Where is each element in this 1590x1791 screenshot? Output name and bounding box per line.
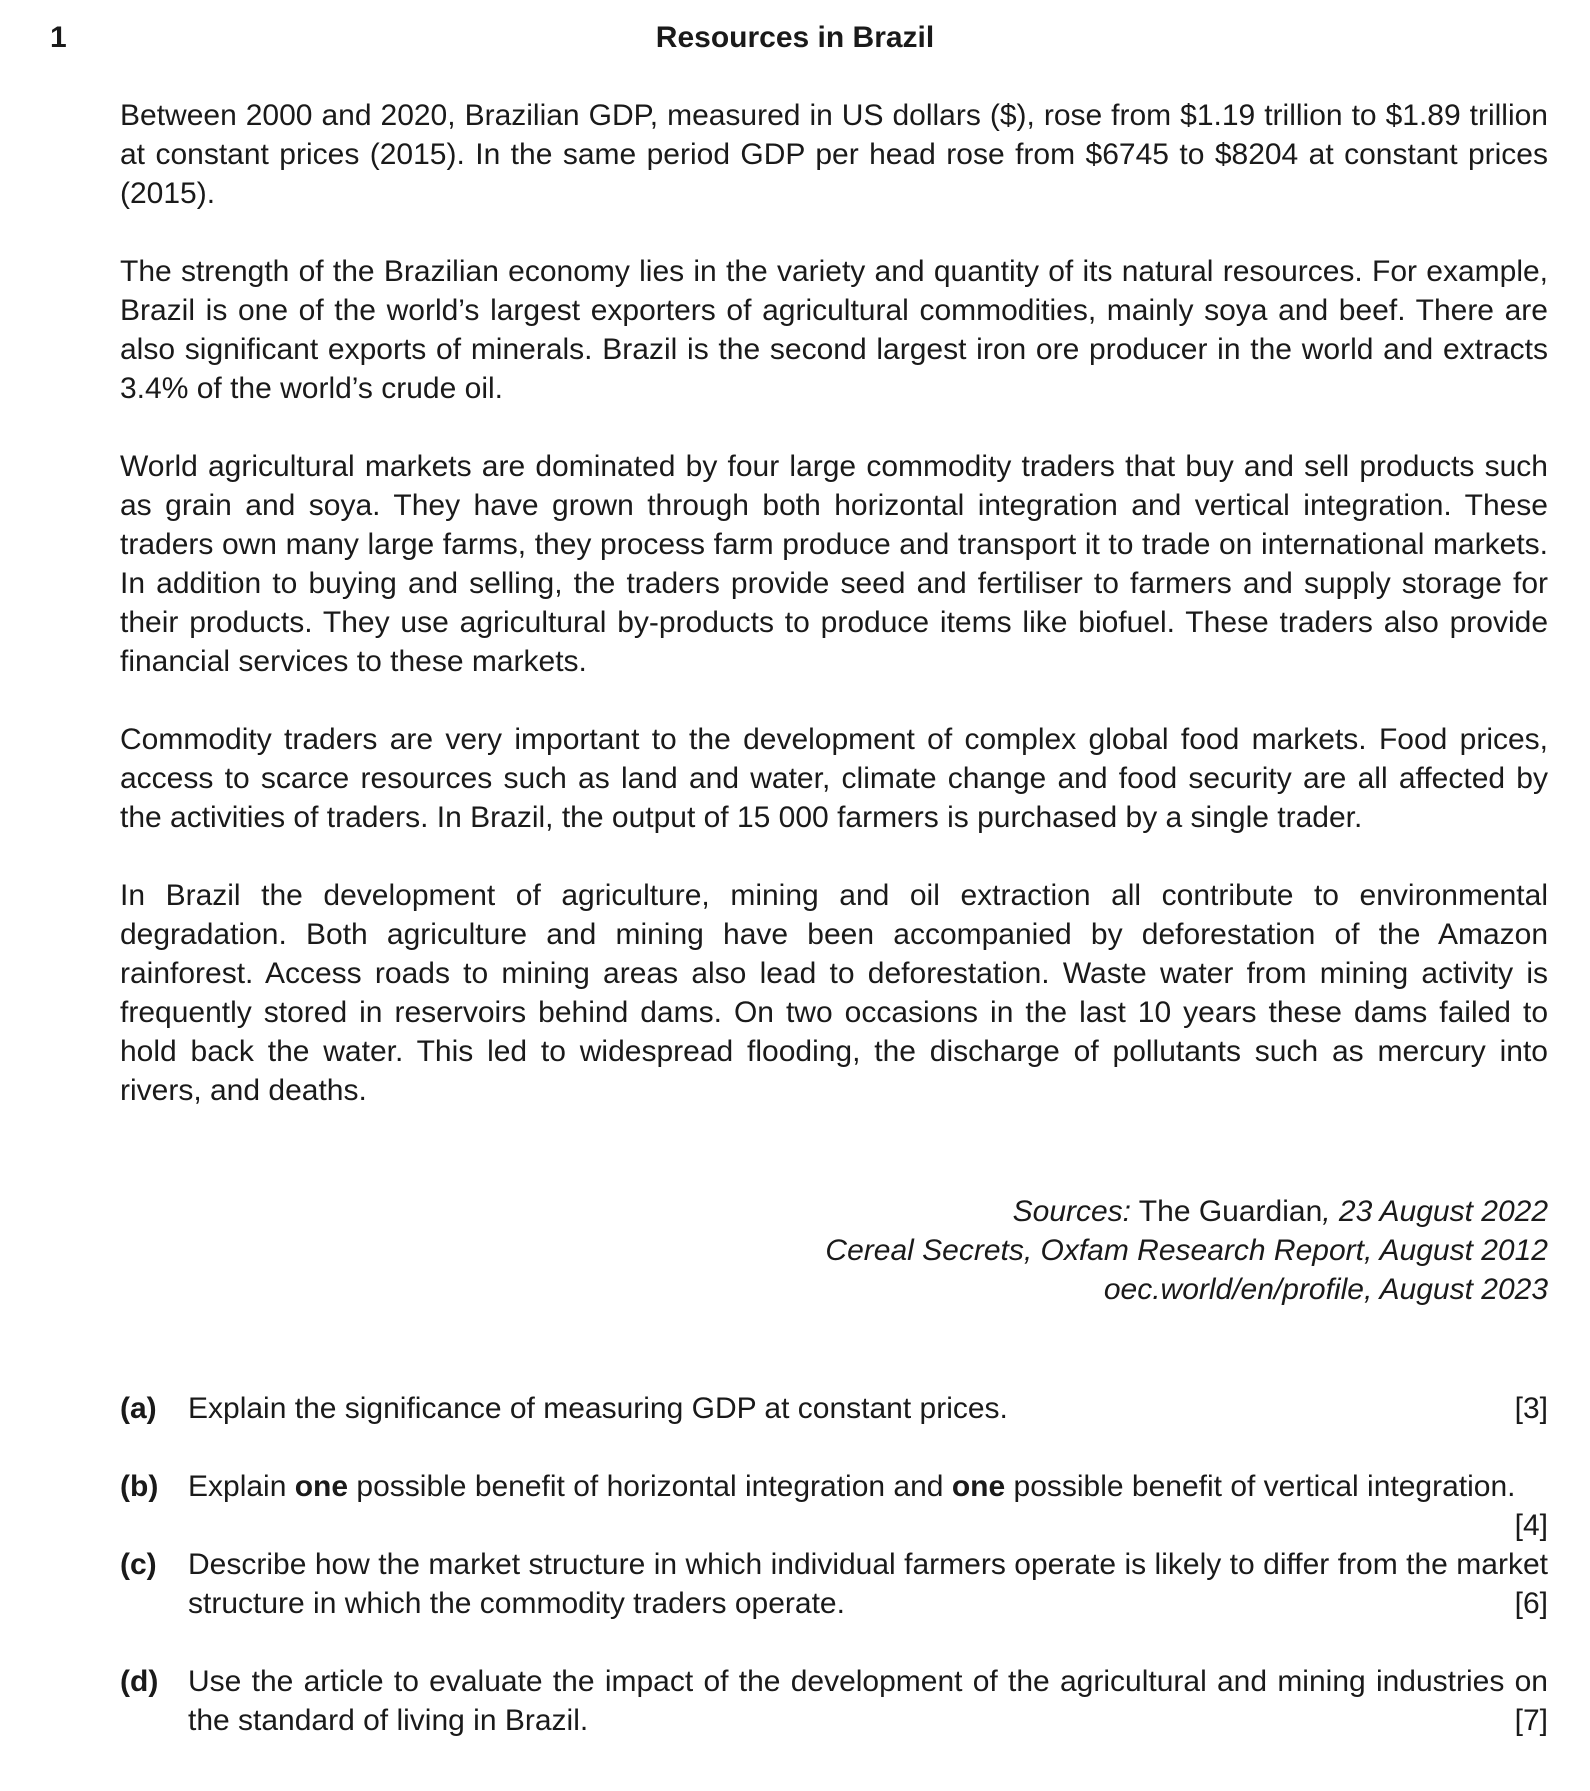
page-title: Resources in Brazil	[655, 21, 935, 54]
question-label: (c)	[120, 1548, 157, 1581]
question-text: Explain one possible benefit of horizontal integration and one possible benefit of vertical integration. [4]	[188, 1467, 1548, 1506]
question-marks: [6]	[1514, 1587, 1548, 1620]
question-text: [3] Explain the significance of measuring GDP at constant prices.	[188, 1389, 1548, 1428]
article-paragraph-resources: The strength of the Brazilian economy lies in the variety and quantity of its natural resources. For example, Brazil is one of the world’s largest exporters of agricultural commodities, mainly soya and beef. There are also significant exports of minerals. Brazil is the second largest iron ore producer in the world and extracts 3.4% of the world’s crude oil.	[120, 255, 1548, 405]
sources-label: Sources:	[1012, 1195, 1132, 1228]
question-marks: [7]	[1514, 1704, 1548, 1737]
article-paragraph-gdp: Between 2000 and 2020, Brazilian GDP, measured in US dollars ($), rose from $1.19 trillion to $1.89 trillion at constant prices (2015). In the same period GDP per head rose from $6745 to $8204 at constant prices (2015).	[120, 99, 1548, 210]
sources-block	[620, 1192, 1548, 1309]
source-date: , 23 August 2022	[1322, 1195, 1548, 1228]
question-c	[120, 1545, 1548, 1623]
question-text: Describe how the market structure in which individual farmers operate is likely to differ from the market structure in which the commodity traders operate. [6]	[188, 1545, 1548, 1623]
question-number: 1	[50, 21, 67, 54]
question-d	[120, 1662, 1548, 1740]
article-body	[120, 96, 1548, 1149]
article-paragraph-traders: World agricultural markets are dominated by four large commodity traders that buy and sell products such as grain and soya. They have grown through both horizontal integration and vertical integration. These traders own many large farms, they process farm produce and transport it to trade on international markets. In addition to buying and selling, the traders provide seed and fertiliser to farmers and supply storage for their products. They use agricultural by-products to produce items like biofuel. These traders also provide financial services to these markets.	[120, 450, 1548, 678]
question-label: (b)	[120, 1470, 159, 1503]
question-marks: [4]	[1514, 1509, 1548, 1542]
emphasis-one: one	[951, 1470, 1006, 1503]
questions-list	[120, 1389, 1548, 1740]
source-oxfam: Cereal Secrets, Oxfam Research Report, August 2012	[825, 1234, 1548, 1267]
source-publisher: The Guardian	[1131, 1195, 1323, 1228]
source-oec: oec.world/en/profile, August 2023	[1103, 1273, 1548, 1306]
source-line-oxfam	[620, 1231, 1548, 1270]
source-line-oec	[620, 1270, 1548, 1309]
question-label: (a)	[120, 1392, 157, 1425]
article-paragraph-environment: In Brazil the development of agriculture, mining and oil extraction all contribute to environmental degradation. Both agriculture and mining have been accompanied by deforestation of the Amazon rainforest. Access roads to mining areas also lead to deforestation. Waste water from mining activity is frequently stored in reservoirs behind dams. On two occasions in the last 10 years these dams failed to hold back the water. This led to widespread flooding, the discharge of pollutants such as mercury into rivers, and deaths.	[120, 879, 1548, 1107]
question-a	[120, 1389, 1548, 1428]
question-label: (d)	[120, 1665, 159, 1698]
emphasis-one: one	[294, 1470, 349, 1503]
question-text: Use the article to evaluate the impact of the development of the agricultural and mining industries on the standard of living in Brazil. [7]	[188, 1662, 1548, 1740]
article-paragraph-food-markets: Commodity traders are very important to the development of complex global food markets. Food prices, access to scarce resources such as land and water, climate change and food security are all affected by the activities of traders. In Brazil, the output of 15 000 farmers is purchased by a single trader.	[120, 723, 1548, 834]
question-b	[120, 1467, 1548, 1542]
question-marks: [3]	[1514, 1392, 1548, 1425]
source-line-guardian	[620, 1192, 1548, 1231]
